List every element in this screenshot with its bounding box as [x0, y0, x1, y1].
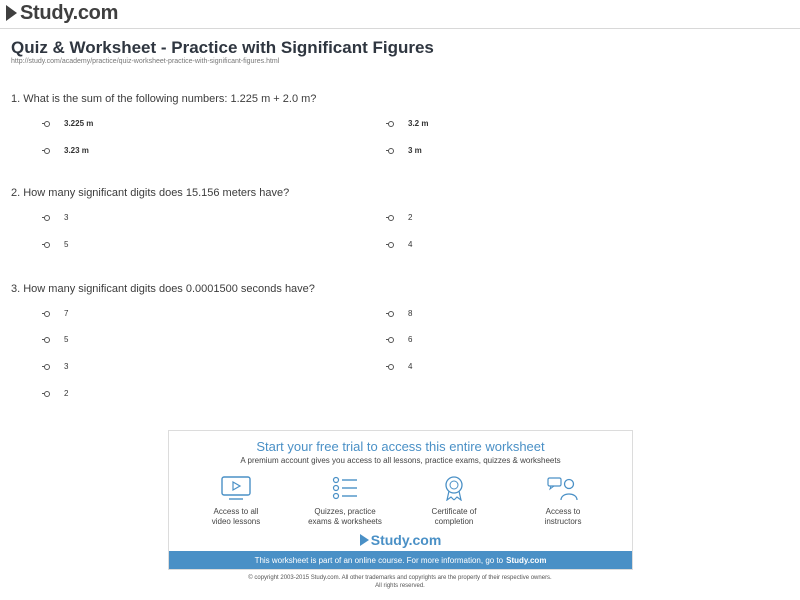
answer-option[interactable]: [388, 362, 412, 371]
answer-option[interactable]: [388, 119, 428, 128]
option-label: 8: [408, 309, 413, 318]
option-label: 2: [408, 213, 413, 222]
study-link[interactable]: Study.com: [506, 555, 547, 565]
option-label: 6: [408, 335, 413, 344]
feature-line: Quizzes, practice: [314, 507, 376, 516]
promo-logo[interactable]: [169, 531, 632, 549]
feature-video-lessons: [181, 475, 291, 527]
option-label: 7: [64, 309, 69, 318]
answer-option[interactable]: [388, 309, 412, 318]
answer-option[interactable]: [44, 309, 68, 318]
question-2: 2. How many significant digits does 15.156 meters have?: [11, 187, 290, 199]
answer-option[interactable]: [44, 335, 68, 344]
radio-icon[interactable]: [388, 148, 394, 154]
radio-icon[interactable]: [388, 364, 394, 370]
radio-icon[interactable]: [44, 215, 50, 221]
course-info-text: This worksheet is part of an online course. For more information, go to: [254, 555, 504, 565]
answer-option[interactable]: [44, 146, 89, 155]
rights-line: All rights reserved.: [375, 583, 425, 589]
radio-icon[interactable]: [44, 121, 50, 127]
feature-quizzes: [290, 475, 400, 527]
feature-line: Access to: [545, 507, 581, 516]
radio-icon[interactable]: [44, 391, 50, 397]
feature-line: Access to all: [213, 507, 259, 516]
feature-line: instructors: [544, 517, 582, 526]
feature-line: Certificate of: [431, 507, 477, 516]
study-logo[interactable]: [6, 1, 118, 25]
question-3: 3. How many significant digits does 0.0001500 seconds have?: [11, 283, 315, 295]
radio-icon[interactable]: [44, 364, 50, 370]
feature-certificate: [399, 475, 509, 527]
feature-instructors: [508, 475, 618, 527]
promo-logo-text: Study.com: [370, 532, 442, 548]
answer-option[interactable]: [388, 213, 412, 222]
radio-icon[interactable]: [388, 311, 394, 317]
play-logo-icon: [360, 534, 369, 546]
course-info-bar: [169, 551, 632, 569]
answer-option[interactable]: [44, 362, 68, 371]
option-label: 5: [64, 240, 69, 249]
feature-line: exams & worksheets: [308, 517, 382, 526]
option-label: 4: [408, 240, 413, 249]
question-1: 1. What is the sum of the following numbers: 1.225 m + 2.0 m?: [11, 93, 317, 105]
copyright-footer: [0, 574, 800, 590]
free-trial-promo: [168, 430, 633, 570]
option-label: 5: [64, 335, 69, 344]
certificate-icon: [437, 475, 471, 501]
logo-text: Study.com: [20, 1, 119, 24]
radio-icon[interactable]: [44, 337, 50, 343]
video-lesson-icon: [219, 475, 253, 501]
instructor-icon: [546, 475, 580, 501]
worksheet-url: http://study.com/academy/practice/quiz-worksheet-practice-with-significant-figures.html: [11, 58, 280, 65]
answer-option[interactable]: [44, 119, 93, 128]
promo-title[interactable]: Start your free trial to access this entire worksheet: [256, 439, 545, 454]
radio-icon[interactable]: [388, 242, 394, 248]
radio-icon[interactable]: [44, 148, 50, 154]
play-logo-icon: [6, 5, 17, 21]
option-label: 3.225 m: [64, 119, 94, 128]
radio-icon[interactable]: [388, 215, 394, 221]
copyright-line: © copyright 2003-2015 Study.com. All other trademarks and copyrights are the property of their respective owners.: [248, 575, 552, 581]
option-label: 3.23 m: [64, 146, 89, 155]
radio-icon[interactable]: [388, 337, 394, 343]
answer-option[interactable]: [388, 240, 412, 249]
answer-option[interactable]: [44, 389, 68, 398]
answer-option[interactable]: [388, 335, 412, 344]
radio-icon[interactable]: [44, 242, 50, 248]
answer-option[interactable]: [44, 240, 68, 249]
option-label: 3: [64, 362, 69, 371]
promo-subtitle: A premium account gives you access to all lessons, practice exams, quizzes & worksheets: [240, 456, 561, 465]
worksheet-title: Quiz & Worksheet - Practice with Significant Figures: [11, 38, 434, 57]
option-label: 3.2 m: [408, 119, 429, 128]
answer-option[interactable]: [388, 146, 422, 155]
option-label: 3 m: [408, 146, 422, 155]
quiz-list-icon: [328, 475, 362, 501]
feature-line: video lessons: [211, 517, 261, 526]
radio-icon[interactable]: [44, 311, 50, 317]
radio-icon[interactable]: [388, 121, 394, 127]
feature-line: completion: [434, 517, 474, 526]
option-label: 2: [64, 389, 69, 398]
answer-option[interactable]: [44, 213, 68, 222]
option-label: 3: [64, 213, 69, 222]
option-label: 4: [408, 362, 413, 371]
site-header: [0, 0, 800, 29]
